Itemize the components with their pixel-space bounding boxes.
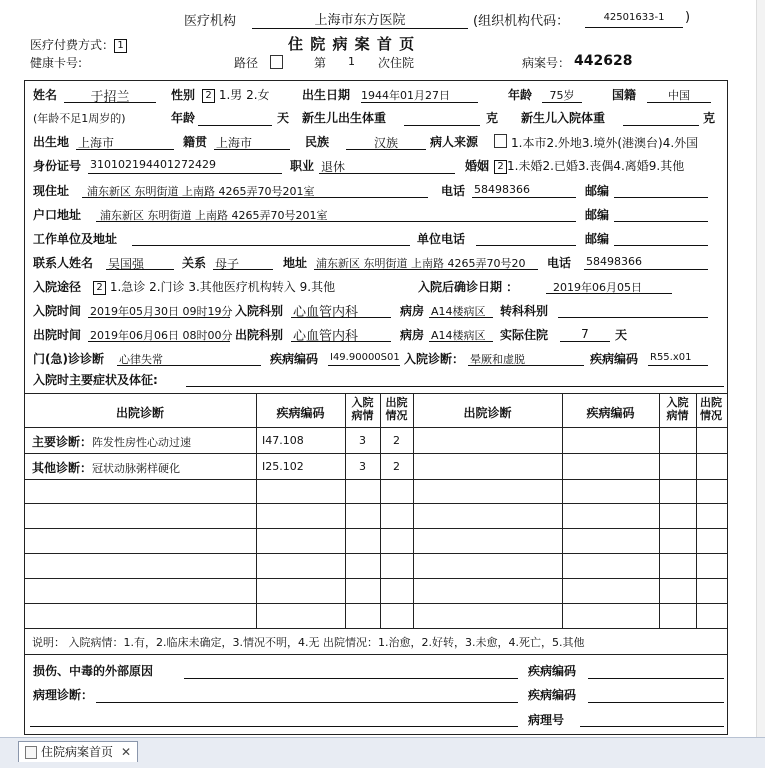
infant-age-unit: 天 (277, 111, 290, 125)
contact-label: 联系人姓名 (33, 256, 94, 270)
main-diag-admit[interactable]: 3 (359, 434, 366, 447)
native-label: 籍贯 (183, 135, 208, 149)
discharge-time-label: 出院时间 (33, 328, 82, 342)
marital-label: 婚姻 (465, 159, 490, 173)
newborn-weight-label: 新生儿出生体重 (302, 111, 387, 125)
dob-value[interactable]: 1944年01月27日 (361, 89, 450, 102)
ethnic-label: 民族 (305, 135, 330, 149)
th-admit-condition-right: 入院 病情 (666, 396, 689, 422)
main-diag-label: 主要诊断： (32, 435, 93, 449)
birthplace-value[interactable]: 上海市 (78, 136, 115, 150)
visit-suffix: 次住院 (378, 56, 415, 70)
nationality-label: 国籍 (612, 88, 637, 102)
hukou-zip-label: 邮编 (585, 208, 610, 222)
contact-value[interactable]: 吴国强 (108, 257, 145, 271)
id-value[interactable]: 310102194401272429 (90, 158, 216, 171)
symptom-label: 入院时主要症状及体征: (33, 373, 158, 387)
other-diag-code[interactable]: I25.102 (262, 460, 304, 473)
sex-field: 2 1.男 2.女 (202, 86, 270, 103)
visit-prefix: 第 (314, 56, 327, 70)
marital-field: 2 1.未婚2.已婚3.丧偶4.离婚9.其他 (494, 157, 684, 174)
document-tab-bar (0, 737, 765, 768)
name-value[interactable]: 于招兰 (90, 90, 130, 105)
admit-dept-value[interactable]: 心血管内科 (293, 305, 359, 320)
admit-ward-value[interactable]: A14楼病区 (431, 305, 486, 318)
stay-unit: 天 (615, 328, 628, 342)
vertical-scrollbar[interactable] (756, 0, 765, 737)
hukou-value[interactable]: 浦东新区 东明街道 上南路 4265弄70号201室 (100, 209, 328, 222)
sex-value[interactable]: 2 (202, 89, 215, 103)
admit-dept-label: 入院科别 (235, 304, 284, 318)
discharge-time-value[interactable]: 2019年06月06日 08时00分 (90, 329, 233, 342)
source-checkbox[interactable] (494, 134, 507, 148)
newborn-weight-unit: 克 (486, 111, 499, 125)
er-diag-label: 门(急)诊诊断 (33, 352, 104, 366)
admit-time-value[interactable]: 2019年05月30日 09时19分 (90, 305, 233, 318)
route-label: 入院途径 (33, 280, 82, 294)
close-icon[interactable]: ✕ (121, 745, 132, 759)
visit-number: 1 (348, 55, 355, 68)
legend-note: 说明： 入院病情：1.有，2.临床未确定，3.情况不明，4.无 出院情况：1.治愈，2.好转，3.未愈，4.死亡，5.其他 (32, 636, 585, 649)
admit-time-label: 入院时间 (33, 304, 82, 318)
admit-diag-label: 入院诊断： (404, 352, 465, 366)
phone-value[interactable]: 58498366 (474, 183, 530, 196)
table-row (32, 459, 180, 476)
route-field: 2 1.急诊 2.门诊 3.其他医疗机构转入 9.其他 (93, 278, 335, 295)
other-diag-discharge[interactable]: 2 (393, 460, 400, 473)
path-label: 路径 (234, 56, 259, 70)
org-code-close: ) (685, 10, 691, 25)
pay-method-label: 医疗付费方式： 1 (30, 36, 127, 53)
contact-phone-label: 电话 (547, 256, 572, 270)
admit-ward-label: 病房 (400, 304, 425, 318)
record-no-label: 病案号： (522, 56, 571, 70)
work-phone-label: 单位电话 (417, 232, 466, 246)
birthplace-label: 出生地 (33, 135, 70, 149)
er-diag-value[interactable]: 心律失常 (119, 353, 163, 366)
injury-code-label: 疾病编码 (528, 664, 577, 678)
infant-note: (年龄不足1周岁的) (33, 112, 126, 125)
th-discharge-diag-right: 出院诊断 (463, 406, 512, 420)
admit-code-label: 疾病编码 (590, 352, 639, 366)
org-code-underline (585, 27, 683, 28)
newborn-admit-weight-unit: 克 (703, 111, 716, 125)
confirm-date-value[interactable]: 2019年06月05日 (553, 281, 642, 294)
org-code: 42501633-1 (603, 12, 665, 23)
contact-addr-value[interactable]: 浦东新区 东明街道 上南路 4265弄70号20 (316, 257, 526, 270)
relation-value[interactable]: 母子 (215, 257, 240, 271)
er-code-value[interactable]: I49.90000S01 (330, 352, 400, 363)
pay-method-value[interactable]: 1 (114, 39, 127, 53)
org-name-underline (252, 28, 468, 29)
dob-label: 出生日期 (302, 88, 351, 102)
zip-label: 邮编 (585, 184, 610, 198)
native-value[interactable]: 上海市 (216, 136, 253, 150)
transfer-dept-label: 转科科别 (500, 304, 549, 318)
pathology-diag-label: 病理诊断： (33, 688, 94, 702)
discharge-dept-value[interactable]: 心血管内科 (293, 329, 359, 344)
tab-label: 住院病案首页 (41, 745, 114, 759)
source-label: 病人来源 (430, 135, 479, 149)
pathology-code-label: 疾病编码 (528, 688, 577, 702)
tab-inpatient-record[interactable] (18, 741, 138, 762)
record-number: 442628 (574, 53, 633, 69)
infant-age-label: 年龄 (171, 111, 196, 125)
phone-label: 电话 (441, 184, 466, 198)
route-value[interactable]: 2 (93, 281, 106, 295)
address-value[interactable]: 浦东新区 东明街道 上南路 4265弄70号201室 (87, 185, 315, 198)
th-disease-code-right: 疾病编码 (586, 406, 635, 420)
name-label: 姓名 (33, 88, 58, 102)
th-discharge-status-right: 出院 情况 (700, 396, 722, 422)
relation-label: 关系 (182, 256, 207, 270)
address-label: 现住址 (33, 184, 70, 198)
hukou-label: 户口地址 (33, 208, 82, 222)
marital-value[interactable]: 2 (494, 160, 507, 174)
stay-days[interactable]: 7 (581, 327, 589, 341)
confirm-date-label: 入院后确诊日期 ： (418, 280, 519, 294)
nationality-value[interactable]: 中国 (668, 89, 690, 102)
health-card-label: 健康卡号: (30, 56, 83, 70)
document-icon (25, 746, 37, 759)
admit-code-value[interactable]: R55.x01 (650, 352, 692, 363)
th-admit-condition-left: 入院 病情 (351, 396, 374, 422)
age-value[interactable]: 75岁 (549, 89, 575, 102)
discharge-ward-label: 病房 (400, 328, 425, 342)
job-label: 职业 (290, 159, 315, 173)
other-diag-label: 其他诊断： (32, 461, 93, 475)
source-options: 1.本市2.外地3.境外(港澳台)4.外国 (511, 136, 699, 150)
sex-label: 性别 (171, 88, 196, 102)
id-label: 身份证号 (33, 159, 82, 173)
other-diag-value[interactable]: 冠状动脉粥样硬化 (92, 462, 181, 475)
main-diag-code[interactable]: I47.108 (262, 434, 304, 447)
work-zip-label: 邮编 (585, 232, 610, 246)
org-code-label: (组织机构代码： (473, 14, 570, 29)
th-disease-code-left: 疾病编码 (276, 406, 325, 420)
job-value[interactable]: 退休 (321, 160, 346, 174)
main-diag-discharge[interactable]: 2 (393, 434, 400, 447)
admit-diag-value[interactable]: 晕厥和虚脱 (470, 353, 525, 366)
pathology-no-label: 病理号 (528, 713, 565, 727)
document-title: 住 院 病 案 首 页 (288, 35, 416, 53)
contact-addr-label: 地址 (283, 256, 308, 270)
contact-phone-value[interactable]: 58498366 (586, 255, 642, 268)
th-discharge-status-left: 出院 情况 (385, 396, 408, 422)
main-diag-value[interactable]: 阵发性房性心动过速 (92, 436, 192, 449)
discharge-dept-label: 出院科别 (235, 328, 284, 342)
newborn-admit-weight-label: 新生儿入院体重 (521, 111, 606, 125)
er-code-label: 疾病编码 (270, 352, 319, 366)
injury-label: 损伤、中毒的外部原因 (33, 664, 154, 678)
discharge-ward-value[interactable]: A14楼病区 (431, 329, 486, 342)
age-label: 年龄 (508, 88, 533, 102)
org-label: 医疗机构 (184, 14, 237, 29)
table-row (32, 433, 191, 450)
org-name: 上海市东方医院 (314, 13, 406, 28)
ethnic-value[interactable]: 汉族 (373, 136, 398, 150)
other-diag-admit[interactable]: 3 (359, 460, 366, 473)
stay-label: 实际住院 (500, 328, 549, 342)
work-label: 工作单位及地址 (33, 232, 118, 246)
th-discharge-diag-left: 出院诊断 (115, 406, 164, 420)
path-checkbox[interactable] (270, 55, 283, 69)
